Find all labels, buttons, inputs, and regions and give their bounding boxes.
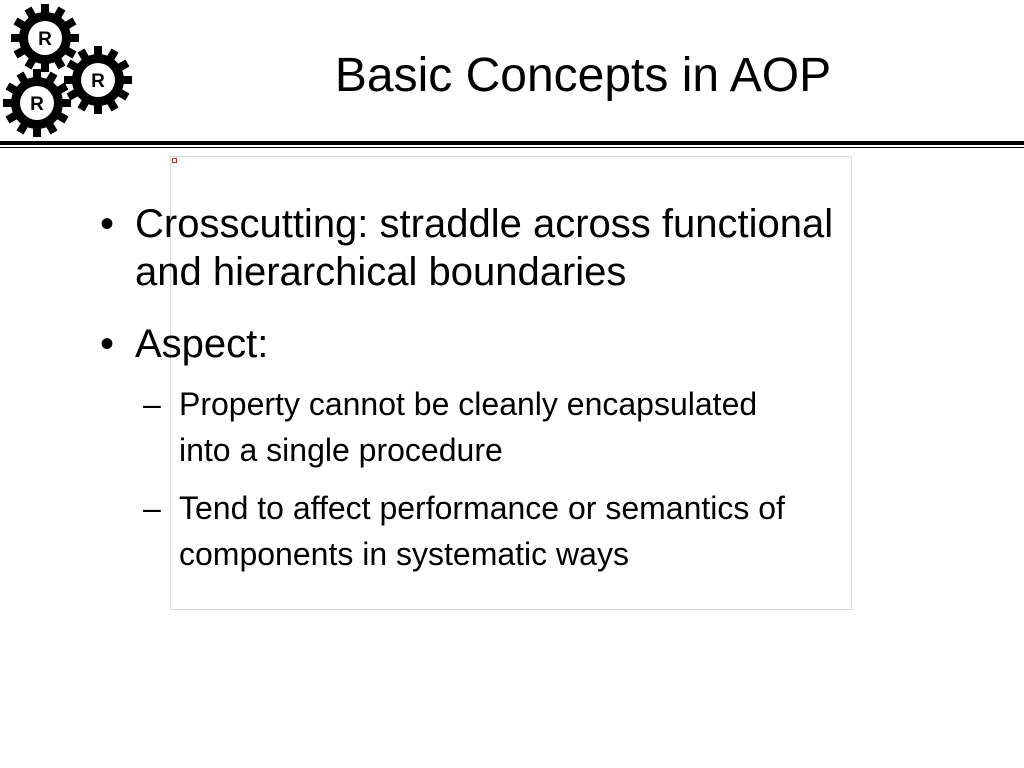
gear-letter-right: R: [91, 71, 105, 92]
sub-bullet-line: components in systematic ways: [179, 536, 629, 572]
bullet-line: Crosscutting: straddle across functional: [135, 202, 834, 246]
bullet-line: Aspect:: [135, 322, 269, 366]
gear-letter-top: R: [38, 29, 52, 50]
sub-bullet-line: into a single procedure: [179, 432, 503, 468]
bullet-line: and hierarchical boundaries: [135, 250, 627, 294]
bullet-text: [135, 200, 935, 296]
gear-letter-left: R: [30, 94, 44, 115]
sub-bullet-text: [179, 485, 969, 577]
bullet-marker: •: [100, 322, 115, 366]
bullet-text: [135, 320, 935, 368]
sub-bullet-line: Tend to affect performance or semantics of: [179, 490, 785, 526]
sub-bullet-line: Property cannot be cleanly encapsulated: [179, 386, 758, 422]
slide-title: Basic Concepts in AOP: [334, 49, 832, 102]
sub-bullet-marker: –: [143, 386, 161, 422]
bullet-marker: •: [100, 202, 115, 246]
sub-bullet-text: [179, 381, 969, 473]
sub-bullet-marker: –: [143, 490, 161, 526]
